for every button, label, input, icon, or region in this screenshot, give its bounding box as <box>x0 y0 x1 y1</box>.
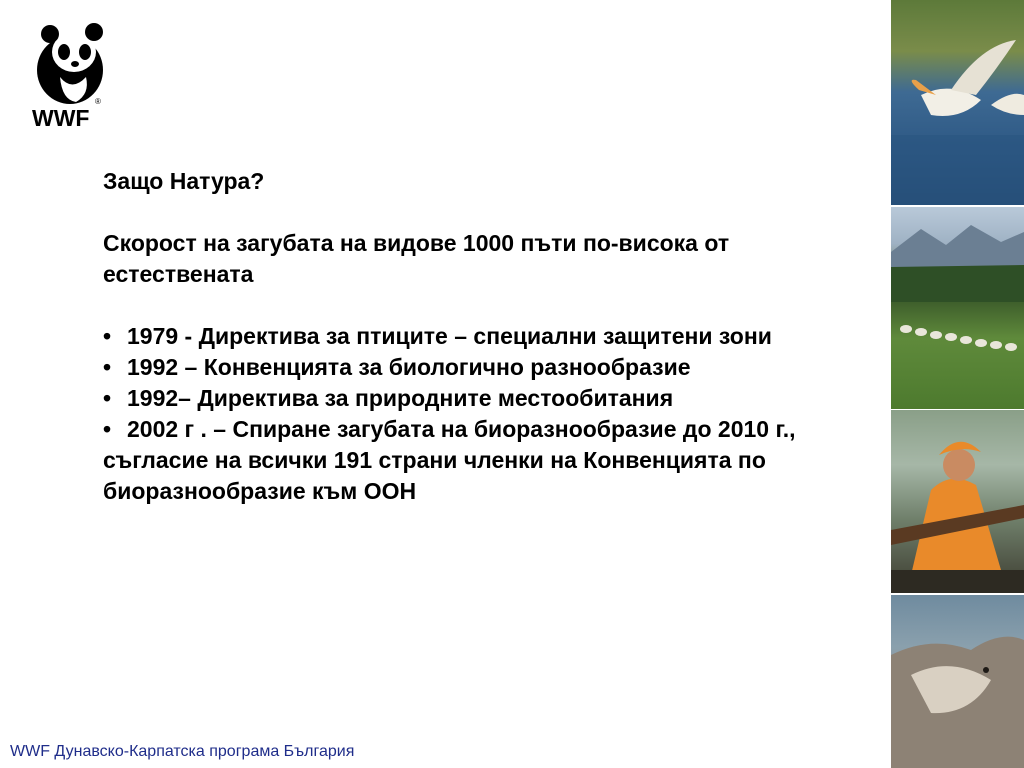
bullet-item-1992-convention: • 1992 – Конвенцията за биологично разнообразие <box>103 352 863 383</box>
slide-heading: Защо Натура? <box>103 168 265 194</box>
bullet-item-1992-directive: • 1992– Директива за природните местообитания <box>103 383 863 414</box>
bullet-icon: • <box>103 385 112 411</box>
photo-strip <box>891 0 1024 768</box>
bullet-list <box>103 321 863 507</box>
wwf-logo-text: WWF <box>32 105 90 130</box>
wolf-photo <box>891 595 1024 768</box>
bullet-icon: • <box>103 323 112 349</box>
lead-statement: Скорост на загубата на видове 1000 пъти по-висока от естествената <box>103 230 730 287</box>
footer-text: WWF Дунавско-Карпатска програма България <box>10 743 355 760</box>
pelicans-photo <box>891 0 1024 205</box>
bullet-icon: • <box>103 354 112 380</box>
bullet-item-2002: • 2002 г . – Спиране загубата на биоразнообразие до 2010 г., съгласие на всички 191 страни членки на Конвенцията по биоразнообразие към ООН <box>103 416 796 504</box>
registered-mark: ® <box>95 97 101 106</box>
mountain-sheep-photo <box>891 207 1024 409</box>
bullet-item-1979: • 1979 - Директива за птиците – специални защитени зони <box>103 321 863 352</box>
fisherman-photo <box>891 410 1024 593</box>
bullet-icon: • <box>103 416 112 442</box>
wwf-panda-logo <box>30 22 108 130</box>
slide-content <box>103 166 863 507</box>
